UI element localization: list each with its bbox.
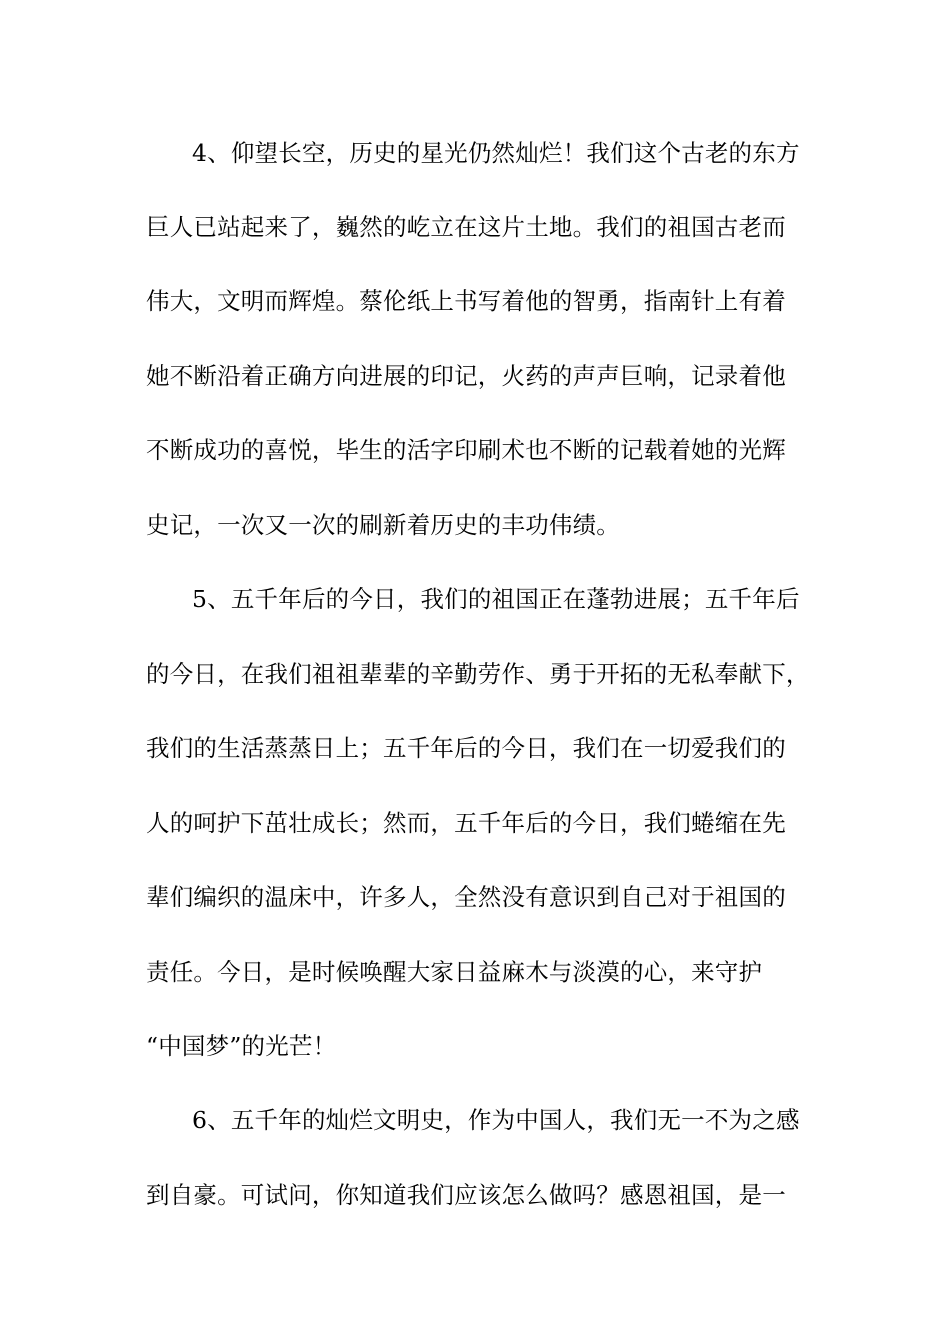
paragraph-5-line-5: 辈们编织的温床中，许多人，全然没有意识到自己对于祖国的	[146, 883, 786, 911]
paragraph-4-line-3: 伟大，文明而辉煌。蔡伦纸上书写着他的智勇，指南针上有着	[146, 287, 786, 315]
paragraph-5-line-6: 责任。今日，是时候唤醒大家日益麻木与淡漠的心，来守护	[146, 958, 763, 986]
paragraph-5-line-1: 5、五千年后的今日，我们的祖国正在蓬勃进展；五千年后	[192, 585, 800, 613]
paragraph-4-line-4: 她不断沿着正确方向进展的印记，火药的声声巨响，记录着他	[146, 362, 786, 390]
paragraph-5-line-2: 的今日，在我们祖祖辈辈的辛勤劳作、勇于开拓的无私奉献下，	[146, 660, 810, 688]
paragraph-5-line-3: 我们的生活蒸蒸日上；五千年后的今日，我们在一切爱我们的	[146, 734, 786, 762]
paragraph-6-line-1: 6、五千年的灿烂文明史，作为中国人，我们无一不为之感	[192, 1106, 800, 1134]
paragraph-4-line-6: 史记，一次又一次的刷新着历史的丰功伟绩。	[146, 511, 620, 539]
paragraph-5-line-7: “中国梦”的光芒！	[146, 1032, 337, 1060]
paragraph-4-line-5: 不断成功的喜悦，毕生的活字印刷术也不断的记载着她的光辉	[146, 436, 786, 464]
paragraph-5-line-4: 人的呵护下茁壮成长；然而，五千年后的今日，我们蜷缩在先	[146, 809, 786, 837]
paragraph-4-line-2: 巨人已站起来了，巍然的屹立在这片土地。我们的祖国古老而	[146, 213, 786, 241]
paragraph-4-line-1: 4、仰望长空，历史的星光仍然灿烂！我们这个古老的东方	[192, 139, 800, 167]
paragraph-6-line-2: 到自豪。可试问，你知道我们应该怎么做吗？感恩祖国，是一	[146, 1181, 786, 1209]
